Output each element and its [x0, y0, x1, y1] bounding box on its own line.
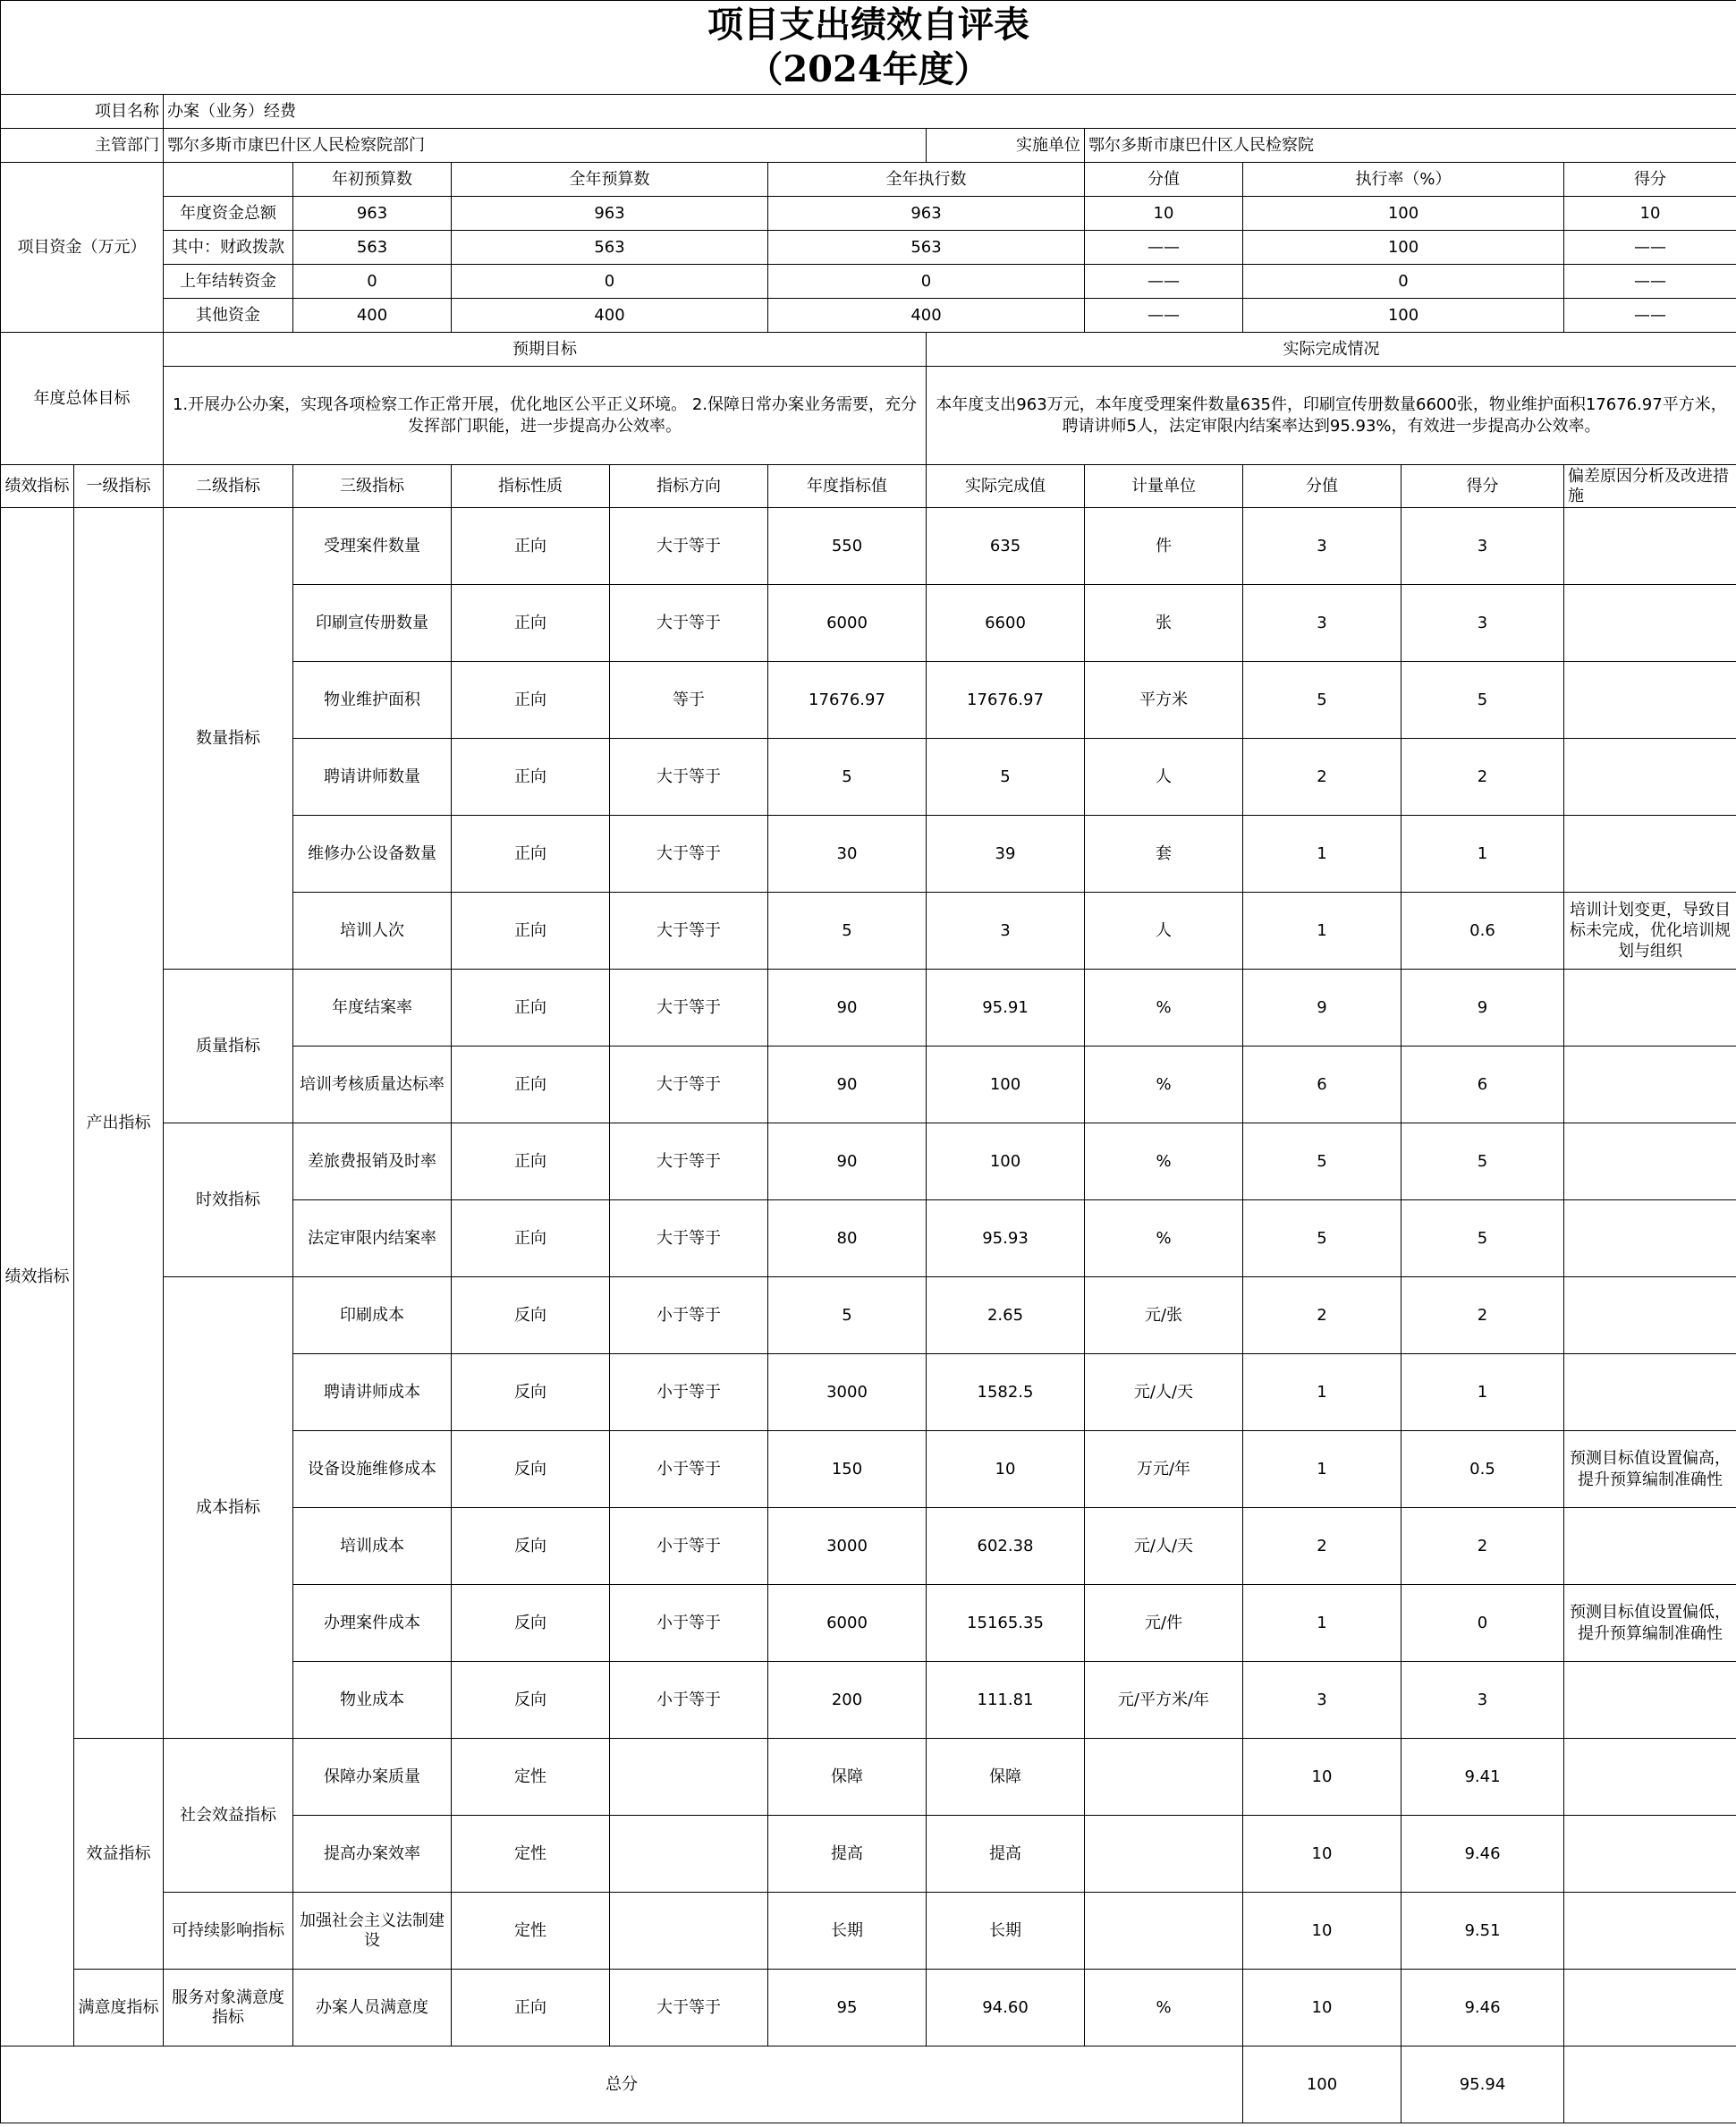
indicator-direction	[610, 1739, 768, 1816]
indicator-note	[1564, 1893, 1736, 1970]
indicator-unit	[1085, 1739, 1243, 1816]
col-header: 偏差原因分析及改进措施	[1564, 465, 1736, 508]
indicator-target: 5	[768, 739, 927, 816]
table-row	[1, 970, 1736, 1047]
indicator-target: 80	[768, 1200, 927, 1277]
indicator-note	[1564, 508, 1736, 585]
indicator-actual: 95.91	[927, 970, 1085, 1047]
indicator-note	[1564, 1508, 1736, 1585]
indicator-target: 90	[768, 1123, 927, 1200]
indicator-name: 法定审限内结案率	[293, 1200, 452, 1277]
indicator-name: 加强社会主义法制建设	[293, 1893, 452, 1970]
table-row	[1, 1739, 1736, 1816]
indicator-target: 95	[768, 1970, 927, 2046]
indicator-direction: 大于等于	[610, 893, 768, 970]
indicator-note	[1564, 1970, 1736, 2046]
funds-header: 全年预算数	[452, 163, 768, 197]
indicator-nature: 正向	[452, 893, 610, 970]
funds-header: 分值	[1085, 163, 1243, 197]
indicator-score: 1	[1243, 1354, 1402, 1431]
indicator-nature: 正向	[452, 1970, 610, 2046]
funds-cell: 400	[293, 299, 452, 333]
indicator-actual: 602.38	[927, 1508, 1085, 1585]
indicator-nature: 正向	[452, 739, 610, 816]
indicator-name: 保障办案质量	[293, 1739, 452, 1816]
indicator-direction: 小于等于	[610, 1354, 768, 1431]
indicator-note: 预测目标值设置偏高，提升预算编制准确性	[1564, 1431, 1736, 1508]
col-header: 三级指标	[293, 465, 452, 508]
funds-row	[1, 265, 1736, 299]
col-header: 指标方向	[610, 465, 768, 508]
indicator-target: 17676.97	[768, 662, 927, 739]
indicator-name: 物业维护面积	[293, 662, 452, 739]
indicator-actual: 10	[927, 1431, 1085, 1508]
project-name-label: 项目名称	[1, 95, 164, 129]
indicator-actual: 111.81	[927, 1662, 1085, 1739]
funds-cell: 400	[452, 299, 768, 333]
indicator-note	[1564, 1354, 1736, 1431]
indicator-direction: 大于等于	[610, 1200, 768, 1277]
funds-row-name: 年度资金总额	[164, 197, 293, 231]
indicator-direction: 大于等于	[610, 970, 768, 1047]
indicator-actual: 长期	[927, 1893, 1085, 1970]
indicator-name: 维修办公设备数量	[293, 816, 452, 893]
col-header: 实际完成值	[927, 465, 1085, 508]
indicator-target: 5	[768, 1277, 927, 1354]
indicator-nature: 正向	[452, 662, 610, 739]
indicator-target: 6000	[768, 1585, 927, 1662]
indicator-direction: 大于等于	[610, 1047, 768, 1123]
indicator-direction: 大于等于	[610, 1123, 768, 1200]
indicator-name: 受理案件数量	[293, 508, 452, 585]
indicator-name: 办理案件成本	[293, 1585, 452, 1662]
indicator-unit: 元/人/天	[1085, 1508, 1243, 1585]
indicator-score: 3	[1243, 1662, 1402, 1739]
indicator-direction: 大于等于	[610, 585, 768, 662]
indicator-target: 150	[768, 1431, 927, 1508]
impl-unit-value: 鄂尔多斯市康巴什区人民检察院	[1085, 129, 1736, 163]
page-title: 项目支出绩效自评表	[707, 4, 1029, 46]
indicator-score: 10	[1243, 1970, 1402, 2046]
funds-row	[1, 299, 1736, 333]
total-note	[1564, 2046, 1736, 2123]
total-score: 100	[1243, 2046, 1402, 2123]
expected-goal-text: 1.开展办公办案，实现各项检察工作正常开展，优化地区公平正义环境。 2.保障日常办案业务需要，充分发挥部门职能，进一步提高办公效率。	[164, 367, 927, 465]
indicator-got: 9.46	[1402, 1816, 1564, 1893]
funds-cell: 963	[452, 197, 768, 231]
level2-cost: 成本指标	[164, 1277, 293, 1739]
funds-cell: 563	[293, 231, 452, 265]
indicator-note	[1564, 1123, 1736, 1200]
indicator-note	[1564, 1739, 1736, 1816]
indicator-name: 培训考核质量达标率	[293, 1047, 452, 1123]
indicator-score: 2	[1243, 739, 1402, 816]
funds-cell: ——	[1085, 265, 1243, 299]
table-row	[1, 1893, 1736, 1970]
col-header: 指标性质	[452, 465, 610, 508]
indicator-score: 1	[1243, 1431, 1402, 1508]
indicator-name: 设备设施维修成本	[293, 1431, 452, 1508]
impl-unit-label: 实施单位	[927, 129, 1085, 163]
indicator-unit: %	[1085, 1970, 1243, 2046]
indicator-got: 1	[1402, 816, 1564, 893]
indicator-note	[1564, 1200, 1736, 1277]
actual-result-header: 实际完成情况	[927, 333, 1736, 367]
col-header: 得分	[1402, 465, 1564, 508]
indicator-nature: 定性	[452, 1816, 610, 1893]
level2-sustainable-impact: 可持续影响指标	[164, 1893, 293, 1970]
indicator-nature: 正向	[452, 508, 610, 585]
funds-cell: ——	[1085, 231, 1243, 265]
funds-header: 全年执行数	[768, 163, 1085, 197]
indicator-nature: 定性	[452, 1893, 610, 1970]
funds-cell: 0	[293, 265, 452, 299]
funds-header: 得分	[1564, 163, 1736, 197]
indicator-score: 10	[1243, 1816, 1402, 1893]
indicator-score: 2	[1243, 1277, 1402, 1354]
indicator-direction: 小于等于	[610, 1508, 768, 1585]
indicator-target: 提高	[768, 1816, 927, 1893]
indicator-direction: 小于等于	[610, 1431, 768, 1508]
indicator-got: 5	[1402, 1123, 1564, 1200]
indicator-nature: 反向	[452, 1508, 610, 1585]
indicator-note	[1564, 1662, 1736, 1739]
table-row	[1, 1277, 1736, 1354]
indicator-nature: 正向	[452, 1123, 610, 1200]
indicator-score: 1	[1243, 816, 1402, 893]
col-header: 分值	[1243, 465, 1402, 508]
indicator-score: 5	[1243, 1200, 1402, 1277]
indicator-actual: 95.93	[927, 1200, 1085, 1277]
indicator-actual: 39	[927, 816, 1085, 893]
total-label: 总分	[1, 2046, 1243, 2123]
indicator-got: 9.46	[1402, 1970, 1564, 2046]
indicator-actual: 提高	[927, 1816, 1085, 1893]
indicator-name: 培训人次	[293, 893, 452, 970]
indicator-unit: 元/平方米/年	[1085, 1662, 1243, 1739]
indicator-note	[1564, 1816, 1736, 1893]
indicator-got: 3	[1402, 508, 1564, 585]
indicator-score: 10	[1243, 1739, 1402, 1816]
funds-label: 项目资金（万元）	[1, 163, 164, 333]
indicator-got: 9.51	[1402, 1893, 1564, 1970]
indicator-actual: 100	[927, 1047, 1085, 1123]
indicator-got: 9	[1402, 970, 1564, 1047]
level2-social-benefit: 社会效益指标	[164, 1739, 293, 1893]
indicator-unit	[1085, 1893, 1243, 1970]
funds-cell: 563	[768, 231, 1085, 265]
indicator-name: 聘请讲师数量	[293, 739, 452, 816]
indicator-target: 200	[768, 1662, 927, 1739]
dept-value: 鄂尔多斯市康巴什区人民检察院部门	[164, 129, 927, 163]
indicator-unit: 元/张	[1085, 1277, 1243, 1354]
indicator-name: 办案人员满意度	[293, 1970, 452, 2046]
table-row	[1, 1970, 1736, 2046]
indicator-name: 年度结案率	[293, 970, 452, 1047]
total-got: 95.94	[1402, 2046, 1564, 2123]
indicator-got: 0.5	[1402, 1431, 1564, 1508]
indicator-name: 物业成本	[293, 1662, 452, 1739]
indicator-actual: 635	[927, 508, 1085, 585]
col-header: 绩效指标	[1, 465, 74, 508]
indicator-direction: 大于等于	[610, 739, 768, 816]
funds-header: 年初预算数	[293, 163, 452, 197]
indicator-name: 提高办案效率	[293, 1816, 452, 1893]
indicator-unit: %	[1085, 970, 1243, 1047]
indicator-name: 印刷成本	[293, 1277, 452, 1354]
indicator-target: 550	[768, 508, 927, 585]
indicator-score: 5	[1243, 1123, 1402, 1200]
level2-service-satisfaction: 服务对象满意度指标	[164, 1970, 293, 2046]
funds-cell: 0	[452, 265, 768, 299]
indicator-target: 3000	[768, 1354, 927, 1431]
indicator-actual: 保障	[927, 1739, 1085, 1816]
funds-cell: 563	[452, 231, 768, 265]
indicator-unit: 人	[1085, 739, 1243, 816]
indicator-unit: 人	[1085, 893, 1243, 970]
actual-result-text: 本年度支出963万元，本年度受理案件数量635件，印刷宣传册数量6600张，物业维护面积17676.97平方米，聘请讲师5人，法定审限内结案率达到95.93%，有效进一步提高办公效率。	[927, 367, 1736, 465]
indicator-unit: 万元/年	[1085, 1431, 1243, 1508]
indicator-unit	[1085, 1816, 1243, 1893]
funds-row	[1, 231, 1736, 265]
indicator-got: 6	[1402, 1047, 1564, 1123]
table-row	[1, 1123, 1736, 1200]
indicator-nature: 反向	[452, 1585, 610, 1662]
indicator-unit: %	[1085, 1047, 1243, 1123]
funds-cell: 963	[293, 197, 452, 231]
indicator-target: 90	[768, 1047, 927, 1123]
indicator-unit: %	[1085, 1123, 1243, 1200]
indicator-direction: 小于等于	[610, 1662, 768, 1739]
indicator-actual: 17676.97	[927, 662, 1085, 739]
indicator-nature: 反向	[452, 1354, 610, 1431]
indicator-direction: 大于等于	[610, 508, 768, 585]
indicator-note	[1564, 739, 1736, 816]
table-row	[1, 508, 1736, 585]
indicator-got: 1	[1402, 1354, 1564, 1431]
annual-goal-label: 年度总体目标	[1, 333, 164, 465]
indicator-direction: 大于等于	[610, 1970, 768, 2046]
indicator-target: 90	[768, 970, 927, 1047]
indicator-actual: 5	[927, 739, 1085, 816]
col-header: 计量单位	[1085, 465, 1243, 508]
funds-cell: 100	[1243, 299, 1564, 333]
table-title	[1, 1, 1736, 95]
indicator-score: 1	[1243, 1585, 1402, 1662]
indicator-target: 5	[768, 893, 927, 970]
indicator-target: 30	[768, 816, 927, 893]
indicator-note	[1564, 1277, 1736, 1354]
indicator-score: 5	[1243, 662, 1402, 739]
perf-label: 绩效指标	[1, 508, 74, 2046]
indicator-actual: 2.65	[927, 1277, 1085, 1354]
funds-row-name: 其他资金	[164, 299, 293, 333]
indicator-score: 2	[1243, 1508, 1402, 1585]
indicator-nature: 正向	[452, 970, 610, 1047]
indicator-got: 9.41	[1402, 1739, 1564, 1816]
indicator-direction: 小于等于	[610, 1585, 768, 1662]
level2-quantity: 数量指标	[164, 508, 293, 970]
indicator-got: 5	[1402, 1200, 1564, 1277]
indicator-direction: 大于等于	[610, 816, 768, 893]
indicator-nature: 反向	[452, 1662, 610, 1739]
indicator-name: 聘请讲师成本	[293, 1354, 452, 1431]
indicator-nature: 反向	[452, 1431, 610, 1508]
expected-goal-header: 预期目标	[164, 333, 927, 367]
funds-cell: ——	[1564, 265, 1736, 299]
level1-benefit: 效益指标	[74, 1739, 164, 1970]
level2-quality: 质量指标	[164, 970, 293, 1123]
indicator-header-row	[1, 465, 1736, 508]
funds-cell: ——	[1085, 299, 1243, 333]
indicator-note	[1564, 816, 1736, 893]
indicator-note: 预测目标值设置偏低，提升预算编制准确性	[1564, 1585, 1736, 1662]
indicator-actual: 6600	[927, 585, 1085, 662]
indicator-note	[1564, 585, 1736, 662]
level2-timeliness: 时效指标	[164, 1123, 293, 1277]
indicator-name: 差旅费报销及时率	[293, 1123, 452, 1200]
indicator-name: 印刷宣传册数量	[293, 585, 452, 662]
funds-cell: 0	[768, 265, 1085, 299]
indicator-target: 保障	[768, 1739, 927, 1816]
indicator-name: 培训成本	[293, 1508, 452, 1585]
funds-cell: ——	[1564, 231, 1736, 265]
indicator-unit: 张	[1085, 585, 1243, 662]
indicator-actual: 100	[927, 1123, 1085, 1200]
col-header: 年度指标值	[768, 465, 927, 508]
indicator-note: 培训计划变更，导致目标未完成，优化培训规划与组织	[1564, 893, 1736, 970]
indicator-unit: 元/人/天	[1085, 1354, 1243, 1431]
indicator-got: 3	[1402, 585, 1564, 662]
funds-cell: ——	[1564, 299, 1736, 333]
indicator-actual: 1582.5	[927, 1354, 1085, 1431]
level1-satisfaction: 满意度指标	[74, 1970, 164, 2046]
funds-row-name: 上年结转资金	[164, 265, 293, 299]
funds-cell: 100	[1243, 231, 1564, 265]
indicator-nature: 反向	[452, 1277, 610, 1354]
indicator-score: 3	[1243, 585, 1402, 662]
indicator-got: 5	[1402, 662, 1564, 739]
indicator-unit: 元/件	[1085, 1585, 1243, 1662]
indicator-unit: 套	[1085, 816, 1243, 893]
level1-output: 产出指标	[74, 508, 164, 1739]
funds-cell: 100	[1243, 197, 1564, 231]
indicator-direction	[610, 1893, 768, 1970]
indicator-note	[1564, 1047, 1736, 1123]
col-header: 二级指标	[164, 465, 293, 508]
funds-cell: 10	[1085, 197, 1243, 231]
project-name-value: 办案（业务）经费	[164, 95, 1736, 129]
indicator-direction: 等于	[610, 662, 768, 739]
indicator-got: 0.6	[1402, 893, 1564, 970]
indicator-unit: %	[1085, 1200, 1243, 1277]
indicator-got: 2	[1402, 1508, 1564, 1585]
indicator-actual: 94.60	[927, 1970, 1085, 2046]
indicator-nature: 正向	[452, 1200, 610, 1277]
indicator-unit: 平方米	[1085, 662, 1243, 739]
funds-header: 执行率（%）	[1243, 163, 1564, 197]
indicator-score: 1	[1243, 893, 1402, 970]
year-subtitle: （2024年度）	[747, 48, 990, 90]
indicator-score: 3	[1243, 508, 1402, 585]
indicator-note	[1564, 970, 1736, 1047]
indicator-nature: 正向	[452, 585, 610, 662]
indicator-score: 10	[1243, 1893, 1402, 1970]
indicator-got: 2	[1402, 739, 1564, 816]
funds-cell: 963	[768, 197, 1085, 231]
indicator-got: 2	[1402, 1277, 1564, 1354]
funds-cell: 10	[1564, 197, 1736, 231]
indicator-nature: 正向	[452, 1047, 610, 1123]
indicator-score: 9	[1243, 970, 1402, 1047]
funds-cell: 400	[768, 299, 1085, 333]
indicator-actual: 15165.35	[927, 1585, 1085, 1662]
col-header: 一级指标	[74, 465, 164, 508]
indicator-nature: 正向	[452, 816, 610, 893]
funds-row	[1, 197, 1736, 231]
indicator-score: 6	[1243, 1047, 1402, 1123]
funds-cell: 0	[1243, 265, 1564, 299]
indicator-got: 0	[1402, 1585, 1564, 1662]
indicator-direction: 小于等于	[610, 1277, 768, 1354]
indicator-target: 长期	[768, 1893, 927, 1970]
indicator-unit: 件	[1085, 508, 1243, 585]
indicator-note	[1564, 662, 1736, 739]
indicator-target: 3000	[768, 1508, 927, 1585]
indicator-actual: 3	[927, 893, 1085, 970]
indicator-target: 6000	[768, 585, 927, 662]
indicator-got: 3	[1402, 1662, 1564, 1739]
funds-row-name: 其中：财政拨款	[164, 231, 293, 265]
indicator-nature: 定性	[452, 1739, 610, 1816]
indicator-direction	[610, 1816, 768, 1893]
dept-label: 主管部门	[1, 129, 164, 163]
total-row	[1, 2046, 1736, 2123]
